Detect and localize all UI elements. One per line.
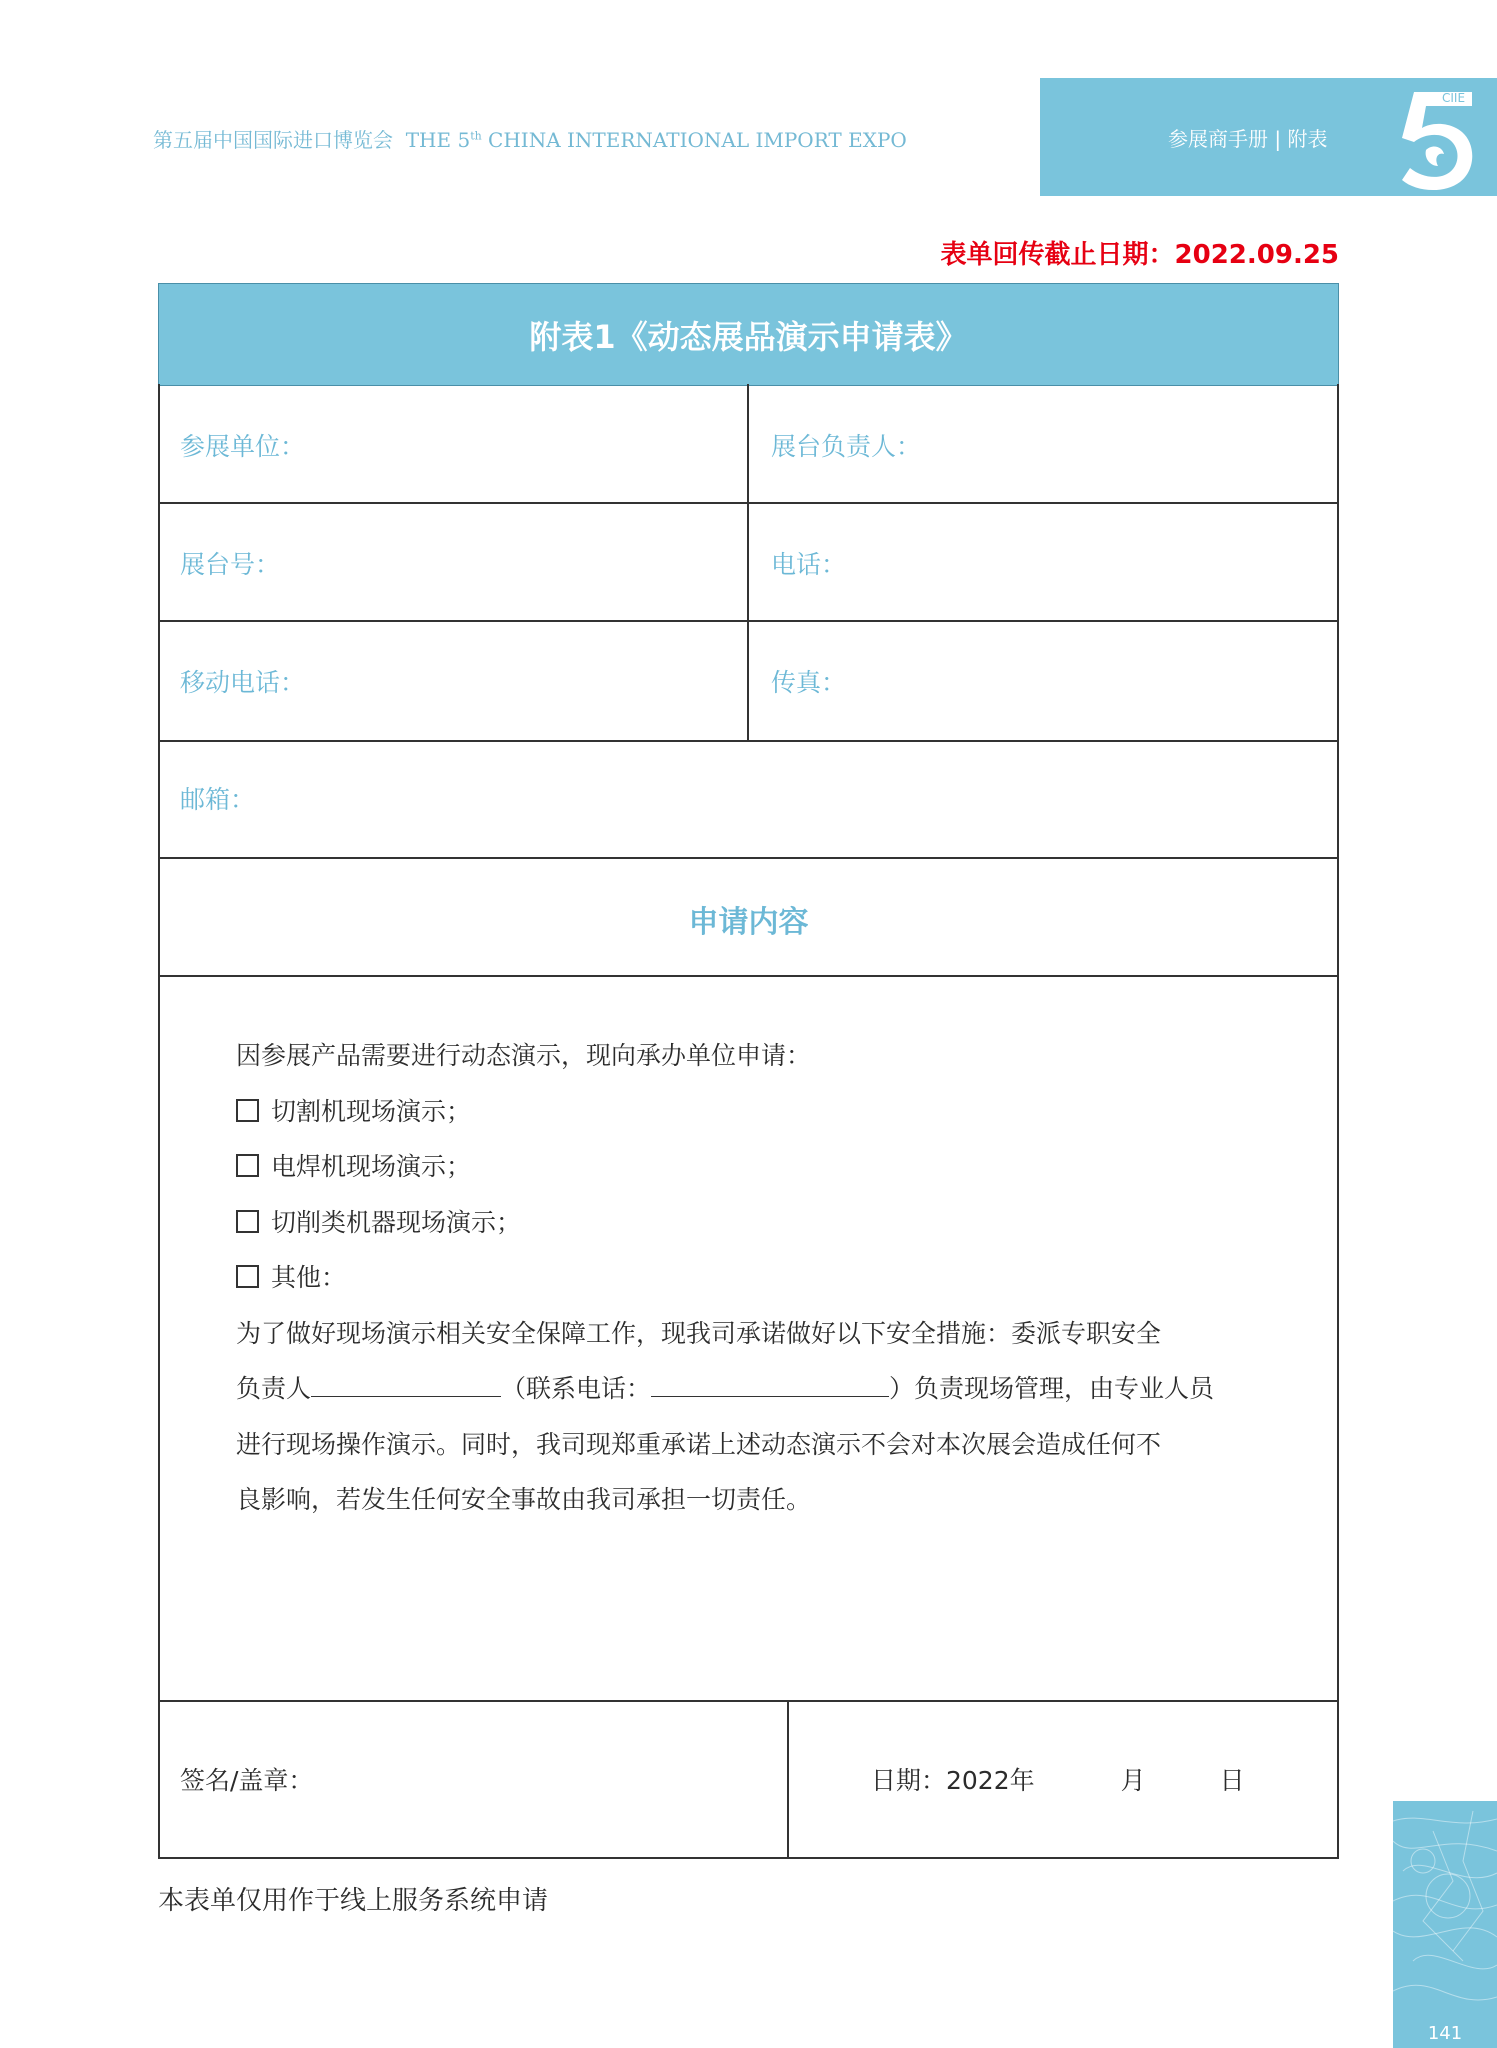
side-tab xyxy=(1393,1801,1497,2048)
option-label: 其他： xyxy=(271,1263,347,1292)
header-title-en-post: CHINA INTERNATIONAL IMPORT EXPO xyxy=(481,128,907,152)
month-label: 月 xyxy=(1120,1766,1146,1795)
promise-line-4: 良影响，若发生任何安全事故由我司承担一切责任。 xyxy=(236,1485,812,1514)
promise-text: ）负责现场管理，由专业人员 xyxy=(889,1374,1215,1403)
intro-text: 因参展产品需要进行动态演示，现向承办单位申请： xyxy=(236,1041,812,1070)
signature-field[interactable]: 签名/盖章： xyxy=(180,1766,314,1795)
checkbox-icon[interactable] xyxy=(236,1099,259,1122)
form-divider-sign-col xyxy=(787,1700,789,1859)
day-label: 日 xyxy=(1219,1766,1245,1795)
form-border-right xyxy=(1337,384,1339,1859)
form-row-line xyxy=(158,620,1339,622)
option-machining[interactable] xyxy=(236,1195,1276,1251)
option-label: 切割机现场演示； xyxy=(271,1096,472,1126)
application-form xyxy=(158,283,1339,1859)
form-title: 附表1《动态展品演示申请表》 xyxy=(158,283,1339,386)
form-row-line xyxy=(158,740,1339,742)
deadline-text: 表单回传截止日期：2022.09.25 xyxy=(940,240,1339,270)
field-email[interactable]: 邮箱： xyxy=(180,785,256,814)
form-border-bottom xyxy=(158,1857,1339,1859)
option-label: 电焊机现场演示； xyxy=(271,1152,472,1181)
header-title xyxy=(153,124,907,153)
option-label: 切削类机器现场演示； xyxy=(271,1207,522,1237)
option-other[interactable] xyxy=(236,1250,1276,1306)
date-field[interactable] xyxy=(871,1761,1245,1797)
promise-text: 负责人 xyxy=(236,1374,312,1403)
promise-line-3: 进行现场操作演示。同时，我司现郑重承诺上述动态演示不会对本次展会造成任何不 xyxy=(236,1429,1162,1459)
page-number: 141 xyxy=(1427,2023,1463,2044)
checkbox-icon[interactable] xyxy=(236,1154,259,1177)
checkbox-icon[interactable] xyxy=(236,1210,259,1233)
field-phone[interactable]: 电话： xyxy=(771,550,847,579)
header-title-en-pre: THE 5 xyxy=(405,128,471,152)
option-cutting[interactable] xyxy=(236,1084,1276,1140)
footnote: 本表单仅用作于线上服务系统申请 xyxy=(158,1886,549,1916)
section-title: 申请内容 xyxy=(688,905,809,940)
header-band xyxy=(1040,78,1497,196)
field-booth-number[interactable]: 展台号： xyxy=(180,550,281,579)
contact-phone-blank[interactable] xyxy=(651,1374,889,1397)
header-title-en-sup: th xyxy=(470,129,482,143)
field-booth-manager[interactable]: 展台负责人： xyxy=(771,432,922,461)
promise-text: （联系电话： xyxy=(501,1374,652,1403)
logo-text: CIIE xyxy=(1442,91,1466,105)
checkbox-icon[interactable] xyxy=(236,1265,259,1288)
header-section-label: 参展商手册 | 附表 xyxy=(1168,127,1328,151)
field-mobile[interactable]: 移动电话： xyxy=(180,668,306,697)
option-welding[interactable] xyxy=(236,1139,1276,1195)
promise-line-2 xyxy=(236,1361,1276,1417)
form-divider-top-col xyxy=(747,384,749,742)
promise-line-1: 为了做好现场演示相关安全保障工作，现我司承诺做好以下安全措施：委派专职安全 xyxy=(236,1318,1162,1348)
safety-officer-blank[interactable] xyxy=(311,1374,501,1397)
form-border-left xyxy=(158,384,160,1859)
header-title-cn: 第五届中国国际进口博览会 xyxy=(153,128,393,152)
field-fax[interactable]: 传真： xyxy=(771,668,847,697)
form-row-line xyxy=(158,502,1339,504)
ciie-logo-icon xyxy=(1376,80,1486,194)
date-label: 日期：2022年 xyxy=(871,1766,1035,1795)
application-content xyxy=(236,1028,1276,1528)
form-row-line xyxy=(158,857,1339,859)
decorative-pattern-icon xyxy=(1393,1801,1497,2048)
form-row-line xyxy=(158,975,1339,977)
form-row-line xyxy=(158,1700,1339,1702)
field-exhibitor[interactable]: 参展单位： xyxy=(180,432,306,461)
